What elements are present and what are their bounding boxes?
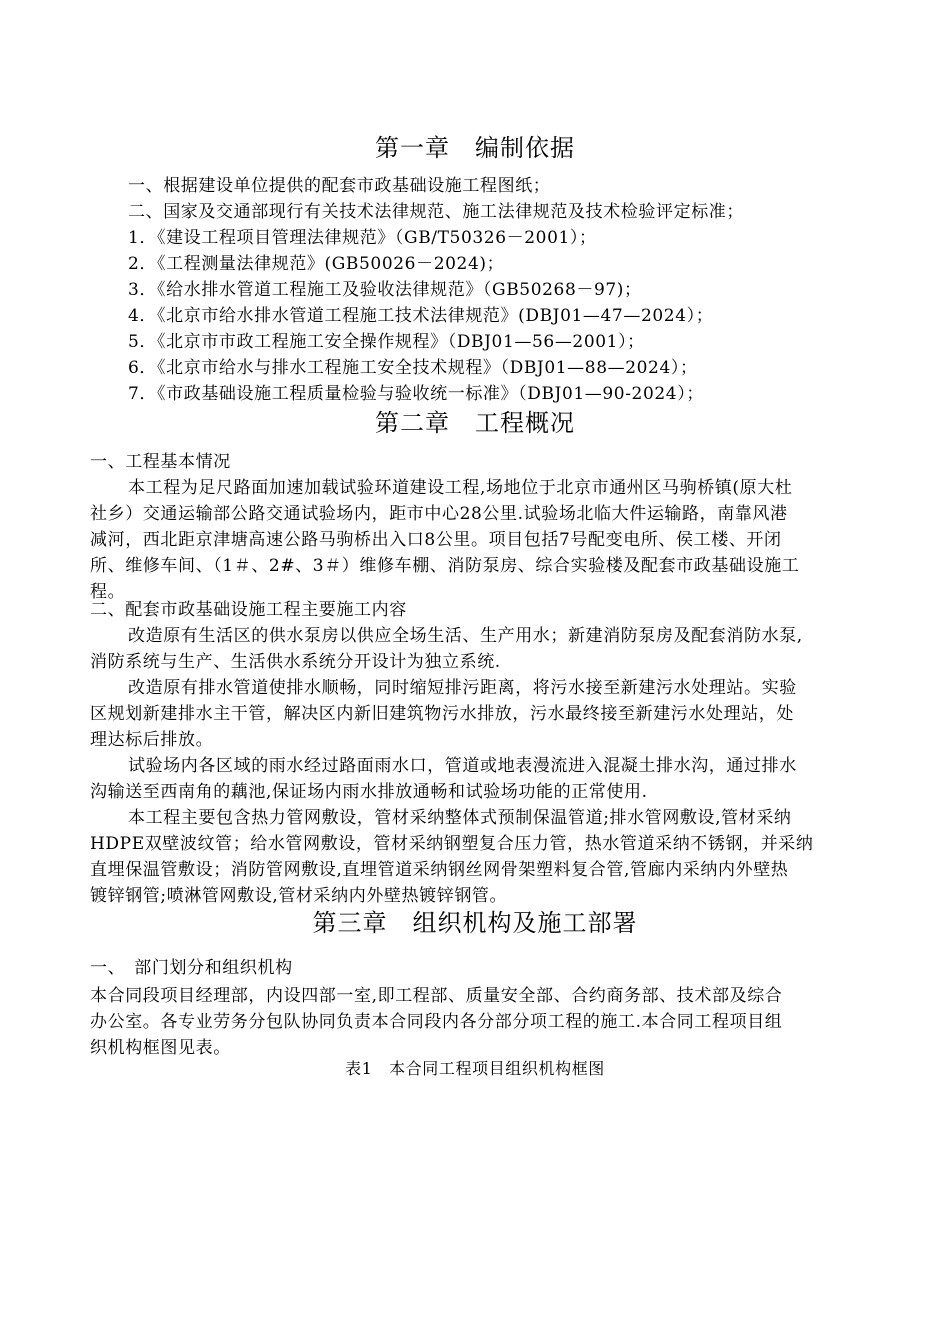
- paragraph-line: 镀锌钢管;喷淋管网敷设,管材采纳内外壁热镀锌钢管。: [90, 886, 508, 906]
- paragraph-line: 区规划新建排水主干管，解决区内新旧建筑物污水排放，污水最终接至新建污水处理站，处: [90, 704, 794, 724]
- paragraph-line: 改造原有生活区的供水泵房以供应全场生活、生产用水；新建消防泵房及配套消防水泵,: [128, 626, 803, 646]
- chapter-3-title: 第三章 组织机构及施工部署: [312, 909, 638, 937]
- paragraph-line: 本工程主要包含热力管网敷设，管材采纳整体式预制保温管道;排水管网敷设,管材采纳: [128, 808, 792, 828]
- standard-item-2: 2．《工程测量法律规范》(GB50026－2024)；: [128, 254, 505, 274]
- chapter-2-title: 第二章 工程概况: [375, 409, 575, 437]
- paragraph-line: 本合同段项目经理部，内设四部一室,即工程部、质量安全部、合约商务部、技术部及综合: [90, 986, 783, 1006]
- paragraph-line: 理达标后排放。: [90, 730, 214, 750]
- chapter-1-title: 第一章 编制依据: [375, 134, 575, 162]
- paragraph-line: 本工程为足尺路面加速加载试验环道建设工程,场地位于北京市通州区马驹桥镇(原大杜: [128, 478, 793, 498]
- paragraph-line: 办公室。各专业劳务分包队协同负责本合同段内各分部分项工程的施工.本合同工程项目组: [90, 1012, 783, 1032]
- paragraph-line: 消防系统与生产、生活供水系统分开设计为独立系统.: [90, 652, 501, 672]
- standard-item-5: 5．《北京市市政工程施工安全操作规程》（DBJ01—56—2001）；: [128, 332, 645, 352]
- paragraph-line: 所、维修车间、（1＃、2#、3＃）维修车棚、消防泵房、综合实验楼及配套市政基础设施工: [90, 556, 800, 576]
- standard-item-6: 6．《北京市给水与排水工程施工安全技术规程》（DBJ01—88—2024）；: [128, 358, 698, 378]
- paragraph-line: 减河，西北距京津塘高速公路马驹桥出入口8公里。项目包括7号配变电所、侯工楼、开闭: [90, 530, 782, 550]
- paragraph-line: 试验场内各区域的雨水经过路面雨水口，管道或地表漫流进入混凝土排水沟，通过排水: [128, 756, 797, 776]
- paragraph-line: 直埋保温管敷设；消防管网敷设,直埋管道采纳钢丝网骨架塑料复合管,管廊内采纳内外壁热: [90, 860, 789, 880]
- section-heading-main-content: 二、配套市政基础设施工程主要施工内容: [90, 600, 407, 620]
- basis-item-1: 一、根据建设单位提供的配套市政基础设施工程图纸；: [128, 176, 551, 196]
- section-heading-organization: 一、 部门划分和组织机构: [90, 958, 293, 978]
- basis-item-2: 二、国家及交通部现行有关技术法律规范、施工法律规范及技术检验评定标准；: [128, 202, 744, 222]
- standard-item-3: 3．《给水排水管道工程施工及验收法律规范》（GB50268－97)；: [128, 280, 642, 300]
- standard-item-1: 1．《建设工程项目管理法律规范》（GB/T50326－2001）；: [128, 228, 597, 248]
- table-caption: 表1 本合同工程项目组织机构框图: [345, 1059, 605, 1078]
- paragraph-line: HDPE双壁波纹管；给水管网敷设，管材采纳钢塑复合压力管，热水管道采纳不锈钢，并采纳: [90, 834, 814, 854]
- paragraph-line: 沟输送至西南角的藕池,保证场内雨水排放通畅和试验场功能的正常使用.: [90, 782, 648, 802]
- paragraph-line: 程。: [90, 582, 126, 602]
- paragraph-line: 改造原有排水管道使排水顺畅，同时缩短排污距离，将污水接至新建污水处理站。实验: [128, 678, 797, 698]
- standard-item-4: 4．《北京市给水排水管道工程施工技术法律规范》(DBJ01—47—2024）；: [128, 306, 714, 326]
- section-heading-basic-info: 一、工程基本情况: [90, 452, 231, 472]
- standard-item-7: 7．《市政基础设施工程质量检验与验收统一标准》（DBJ01—90-2024）；: [128, 384, 704, 404]
- paragraph-line: 织机构框图见表。: [90, 1038, 231, 1058]
- paragraph-line: 社乡）交通运输部公路交通试验场内，距市中心28公里.试验场北临大件运输路，南靠风港: [90, 504, 788, 524]
